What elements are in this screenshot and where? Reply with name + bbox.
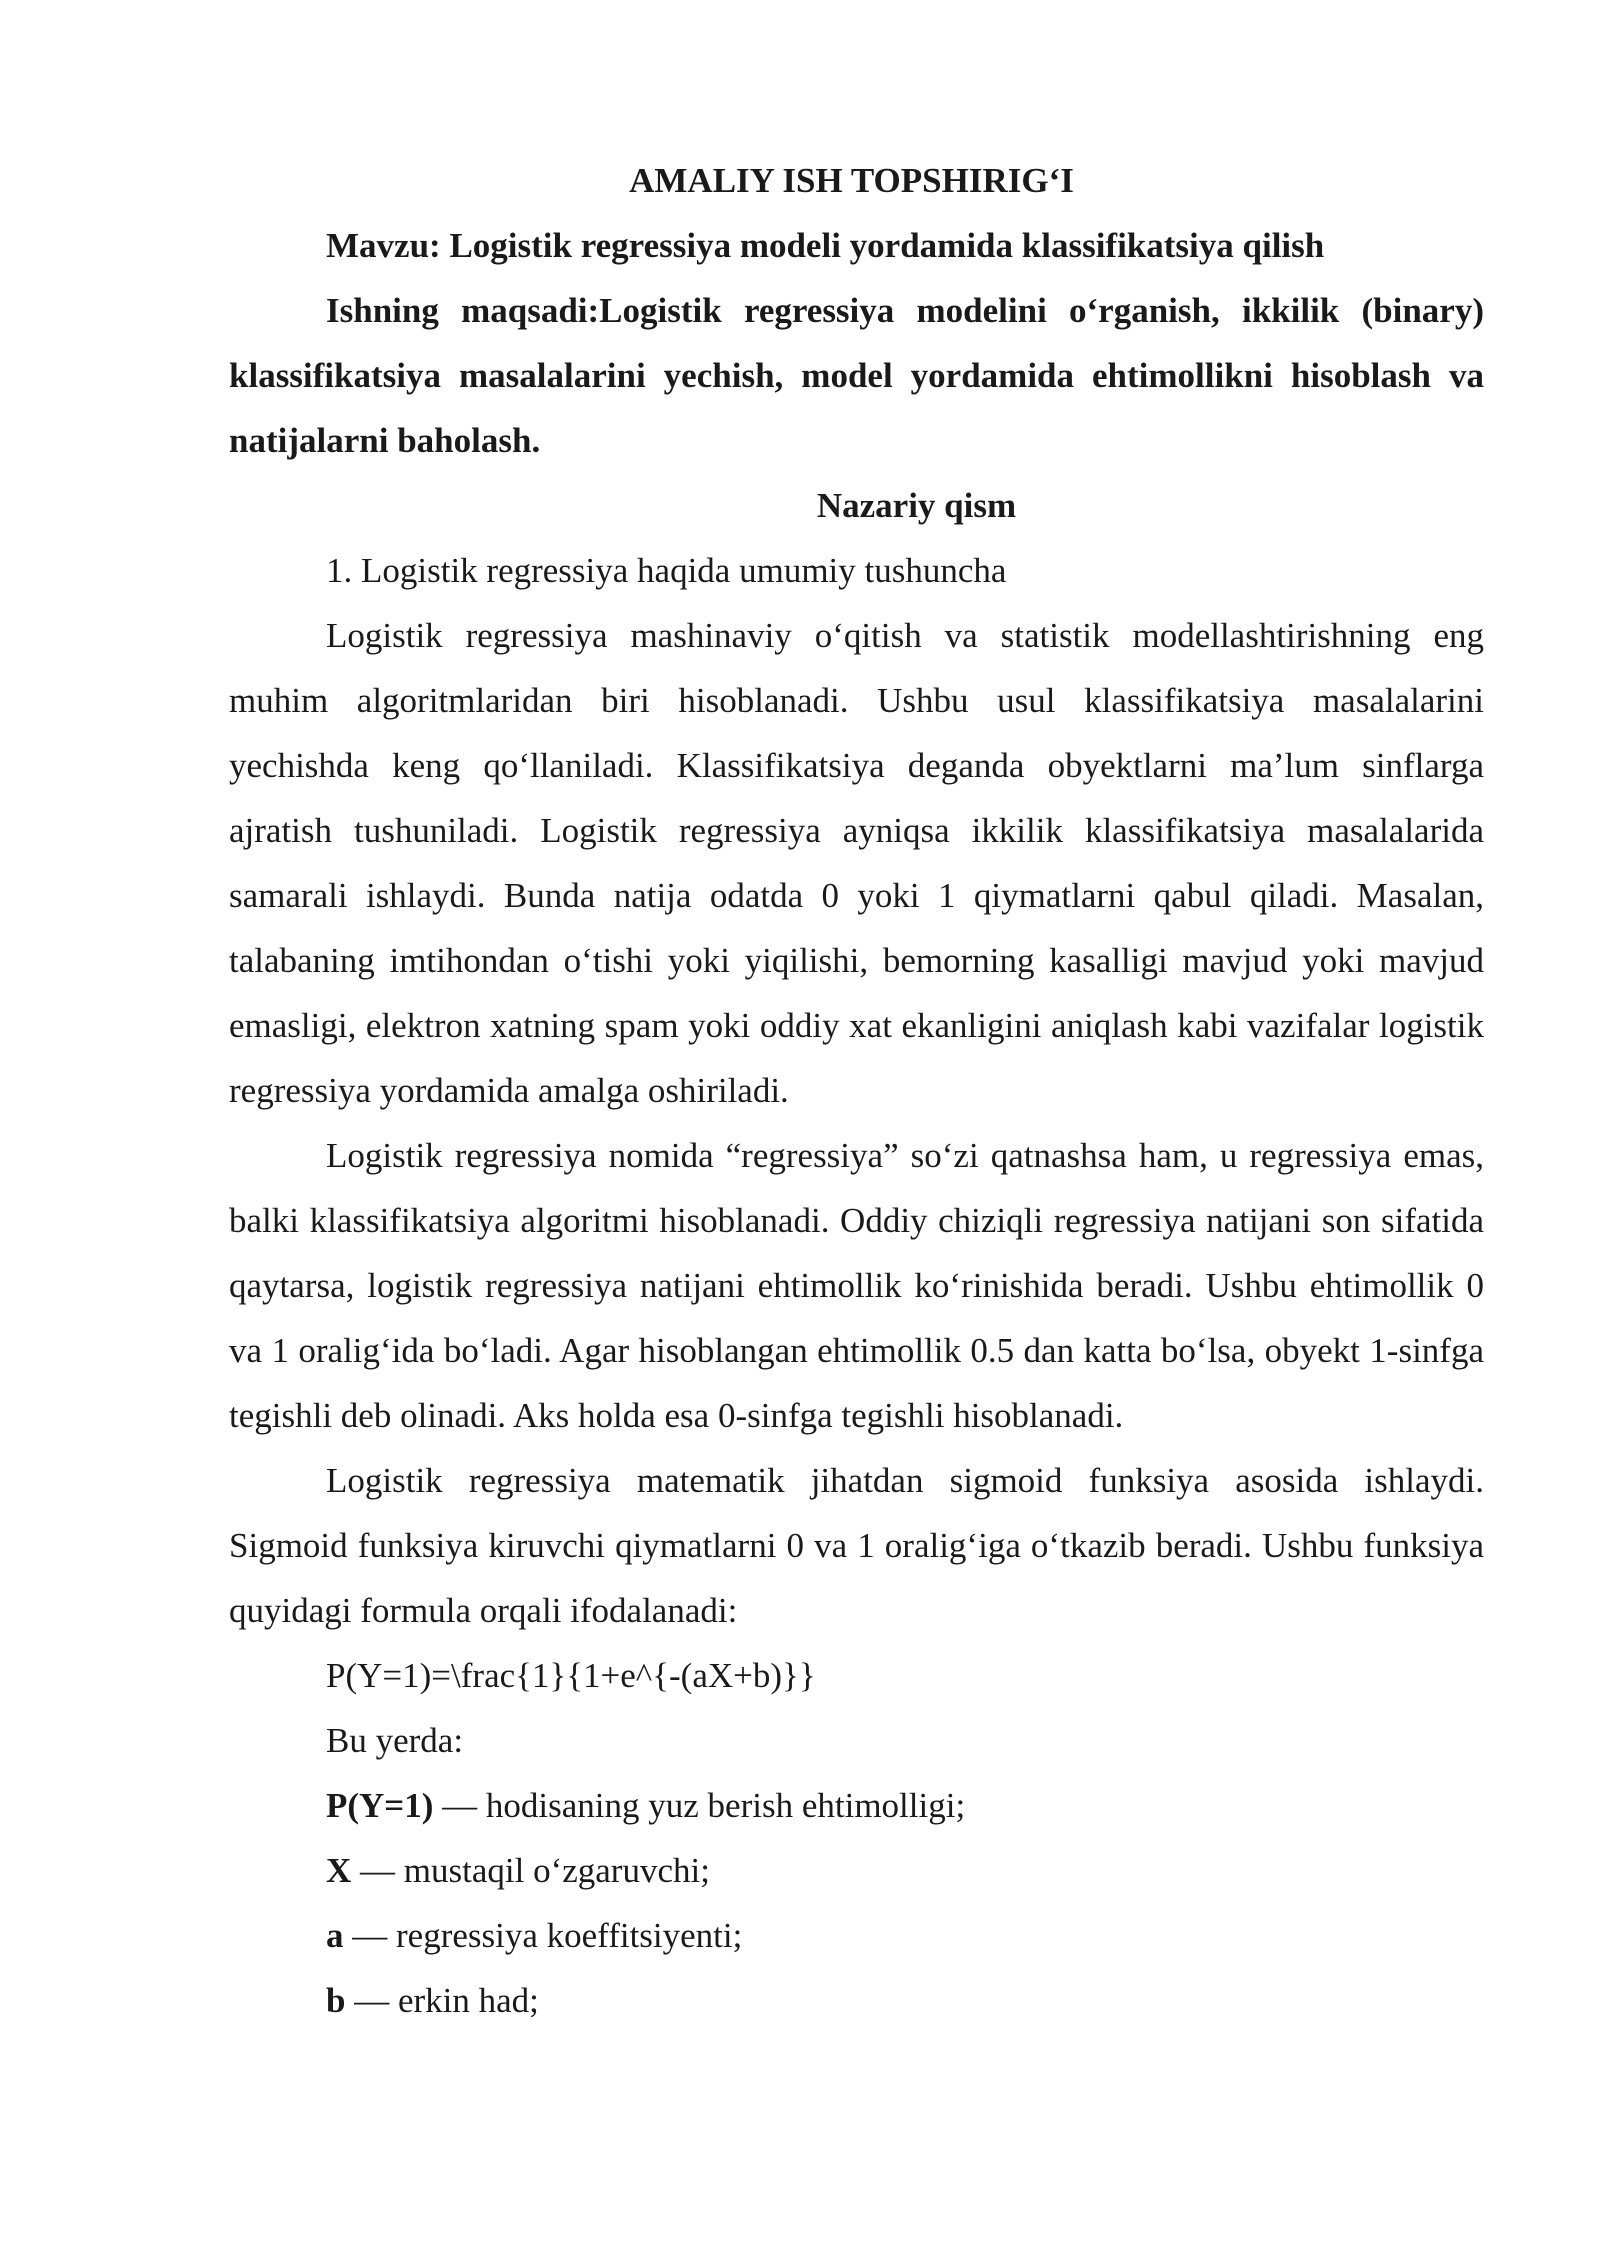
definition-term: a — [326, 1916, 344, 1955]
body-paragraph-3: Logistik regressiya matematik jihatdan sigmoid funksiya asosida ishlaydi. Sigmoid funksiya kiruvchi qiymatlarni 0 va 1 oralig‘iga o‘tkazib beradi. Ushbu funksiya quyidagi formula orqali ifodalanadi: — [229, 1461, 1484, 1630]
definition-text: — erkin had; — [345, 1981, 539, 2020]
subsection-heading: 1. Logistik regressiya haqida umumiy tushuncha — [326, 551, 1007, 590]
document-title: AMALIY ISH TOPSHIRIG‘I — [629, 161, 1074, 200]
body-paragraph-2: Logistik regressiya nomida “regressiya” so‘zi qatnashsa ham, u regressiya emas, balki klassifikatsiya algoritmi hisoblanadi. Oddiy chiziqli regressiya natijani son sifatida qaytarsa, logistik regressiya natijani ehtimollik ko‘rinishida beradi. Ushbu ehtimollik 0 va 1 oralig‘ida bo‘ladi. Agar hisoblangan ehtimollik 0.5 dan katta bo‘lsa, obyekt 1-sinfga tegishli deb olinadi. Aks holda esa 0-sinfga tegishli hisoblanadi. — [229, 1136, 1484, 1435]
definition-text: — hodisaning yuz berish ehtimolligi; — [433, 1786, 966, 1825]
topic-line: Mavzu: Logistik regressiya modeli yordamida klassifikatsiya qilish — [326, 226, 1325, 265]
definition-text: — regressiya koeffitsiyenti; — [343, 1916, 743, 1955]
definition-term: P(Y=1) — [326, 1786, 434, 1825]
definition-item — [229, 1838, 1484, 1903]
definition-item — [229, 1773, 1484, 1838]
definition-item — [229, 1903, 1484, 1968]
document-page — [229, 148, 1484, 2033]
definition-term: b — [326, 1981, 346, 2020]
goal-paragraph: Ishning maqsadi:Logistik regressiya modelini o‘rganish, ikkilik (binary) klassifikatsiya masalalarini yechish, model yordamida ehtimollikni hisoblash va natijalarni baholash. — [229, 291, 1484, 460]
section-heading: Nazariy qism — [816, 486, 1017, 525]
formula-line: P(Y=1)=\frac{1}{1+e^{-(aX+b)}} — [326, 1656, 816, 1695]
body-paragraph-1: Logistik regressiya mashinaviy o‘qitish va statistik modellashtirishning eng muhim algoritmlaridan biri hisoblanadi. Ushbu usul klassifikatsiya masalalarini yechishda keng qo‘llaniladi. Klassifikatsiya deganda obyektlarni ma’lum sinflarga ajratish tushuniladi. Logistik regressiya ayniqsa ikkilik klassifikatsiya masalalarida samarali ishlaydi. Bunda natija odatda 0 yoki 1 qiymatlarni qabul qiladi. Masalan, talabaning imtihondan o‘tishi yoki yiqilishi, bemorning kasalligi mavjud yoki mavjud emasligi, elektron xatning spam yoki oddiy xat ekanligini aniqlash kabi vazifalar logistik regressiya yordamida amalga oshiriladi. — [229, 616, 1484, 1110]
where-label: Bu yerda: — [326, 1721, 464, 1760]
definition-term: X — [326, 1851, 352, 1890]
definition-item — [229, 1968, 1484, 2033]
definition-text: — mustaqil o‘zgaruvchi; — [351, 1851, 710, 1890]
